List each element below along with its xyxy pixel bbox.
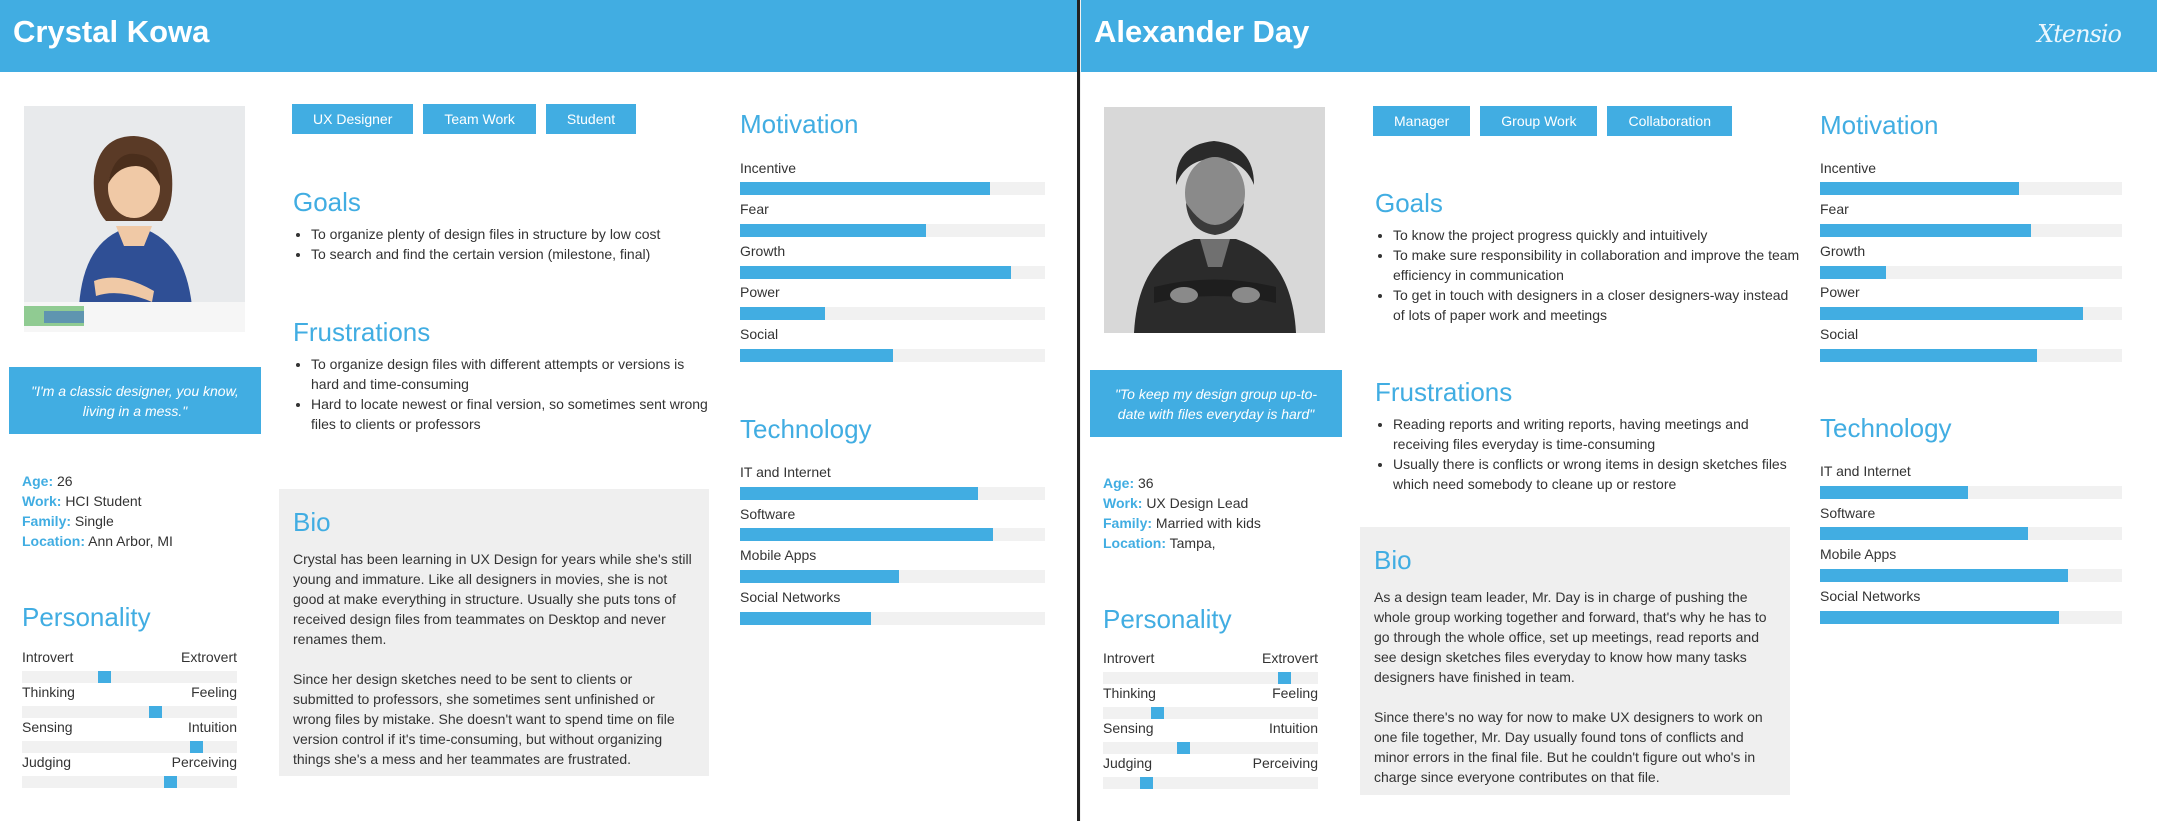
info-age: [22, 471, 173, 491]
trait-left: Judging: [1103, 755, 1153, 771]
bar-label: Incentive: [740, 160, 797, 176]
frustrations-list: [293, 354, 711, 434]
bar-track: [1820, 569, 2122, 582]
bio-text: Crystal has been learning in UX Design for years while she's still young and immature. Like all designers in movies, she is not good at make everything in structure. Usually she puts tons of received design files from teammates on Desktop and never renames them. Since her design sketches need to be sent to clients or submitted to professors, she sometimes sent unfinished or wrong files by mistake. She doesn't want to spend time on file version control if it's time-consuming, but without organizing things she's a mess and her teammates are frustrated.: [293, 551, 692, 767]
goals-list: [1375, 225, 1803, 325]
persona-quote: "I'm a classic designer, you know, living in a mess.": [9, 367, 261, 434]
info-key: Age:: [1103, 475, 1135, 491]
bar-label: Power: [1820, 284, 1860, 300]
bar-fill: [1820, 569, 2068, 582]
tag: Group Work: [1480, 106, 1597, 136]
personality-marker: [190, 741, 203, 753]
bar-label: Social: [740, 326, 779, 342]
bio-panel: [1360, 527, 1790, 795]
trait-left: Introvert: [22, 649, 74, 665]
bar-fill: [1820, 307, 2083, 320]
bio-heading: Bio: [1374, 545, 1412, 575]
tag-list: [1373, 106, 1732, 136]
info-family: [1103, 513, 1261, 533]
bar-fill: [1820, 349, 2037, 362]
bar-label: Incentive: [1820, 160, 1877, 176]
personality-slider: [1103, 707, 1318, 719]
trait-right: Intuition: [187, 719, 237, 735]
motivation-heading: Motivation: [740, 109, 859, 139]
frustration-item: • Usually there is conflicts or wrong items in design sketches files which need somebody to cleane up or restore: [1393, 454, 1803, 494]
info-value: HCI Student: [65, 493, 142, 509]
persona-card: [1081, 0, 2157, 821]
bar-label: IT and Internet: [1820, 463, 1911, 479]
bar-fill: [740, 612, 871, 625]
bar-label: Power: [740, 284, 780, 300]
trait-right: Extrovert: [180, 649, 237, 665]
bar-track: [740, 528, 1045, 541]
trait-left: Judging: [22, 754, 72, 770]
trait-right: Feeling: [191, 684, 237, 700]
bar-track: [740, 307, 1045, 320]
persona-info: [1103, 473, 1261, 553]
bar-fill: [740, 182, 990, 195]
bar-label: Mobile Apps: [1820, 546, 1897, 562]
tag: Collaboration: [1607, 106, 1732, 136]
bar-track: [740, 266, 1045, 279]
info-value: Single: [74, 513, 114, 529]
persona-photo: [1104, 107, 1325, 333]
frustration-item: • To organize design files with different attempts or versions is hard and time-consuming: [311, 354, 711, 394]
trait-right: Perceiving: [171, 754, 237, 770]
persona-quote: "To keep my design group up-to-date with files everyday is hard": [1090, 370, 1342, 437]
bar-track: [1820, 182, 2122, 195]
trait-left: Introvert: [1103, 650, 1155, 666]
tag: Manager: [1373, 106, 1470, 136]
goal-item: • To get in touch with designers in a closer designers-way instead of lots of paper work and meetings: [1393, 285, 1803, 325]
trait-left: Sensing: [1103, 720, 1154, 736]
bar-label: IT and Internet: [740, 464, 831, 480]
goals-heading: Goals: [293, 187, 361, 217]
bar-fill: [1820, 224, 2031, 237]
trait-right: Perceiving: [1252, 755, 1318, 771]
persona-name: Crystal Kowa: [13, 14, 210, 49]
info-value: Tampa,: [1169, 535, 1216, 551]
personality-marker: [98, 671, 111, 683]
bar-track: [740, 349, 1045, 362]
info-key: Location:: [22, 533, 85, 549]
info-location: [1103, 533, 1261, 553]
frustration-item: • Reading reports and writing reports, having meetings and receiving files everyday is time-consuming: [1393, 414, 1803, 454]
frustration-item: • Hard to locate newest or final version, so sometimes sent wrong files to clients or professors: [311, 394, 711, 434]
bar-fill: [740, 266, 1011, 279]
tag: Team Work: [423, 104, 536, 134]
info-work: [22, 491, 173, 511]
personality-marker: [1177, 742, 1190, 754]
bar-fill: [740, 528, 993, 541]
brand-logo: Xtensio: [2037, 20, 2121, 48]
info-key: Work:: [1103, 495, 1143, 511]
trait-right: Intuition: [1268, 720, 1318, 736]
personality-slider: [1103, 777, 1318, 789]
bar-label: Growth: [740, 243, 786, 259]
persona-header: [0, 0, 1077, 72]
info-key: Location:: [1103, 535, 1166, 551]
personality-marker: [149, 706, 162, 718]
bar-track: [1820, 349, 2122, 362]
bar-track: [1820, 266, 2122, 279]
personality-marker: [164, 776, 177, 788]
bio-text: As a design team leader, Mr. Day is in charge of pushing the whole group working together and forward, that's why he has to go through the whole office, set up meetings, read reports and see design sketches files everyday to know how many tasks designers have finished in team. Since there's no way for now to make UX designers to work on one file together, Mr. Day usually found tons of conflicts and minor errors in the final file. But he couldn't figure out who's in charge since everyone contributes on that file.: [1374, 589, 1767, 785]
persona-photo: [24, 106, 245, 332]
personality-slider: [22, 706, 237, 718]
info-location: [22, 531, 173, 551]
goal-item: • To make sure responsibility in collaboration and improve the team efficiency in communication: [1393, 245, 1803, 285]
bar-track: [740, 487, 1045, 500]
bar-label: Social Networks: [1820, 588, 1921, 604]
trait-right: Feeling: [1272, 685, 1318, 701]
technology-heading: Technology: [1820, 413, 1952, 443]
persona-header: [1081, 0, 2157, 72]
goal-item: • To organize plenty of design files in structure by low cost: [311, 224, 711, 244]
info-value: Ann Arbor, MI: [88, 533, 173, 549]
bar-track: [740, 182, 1045, 195]
bar-fill: [740, 487, 978, 500]
bar-track: [740, 570, 1045, 583]
motivation-heading: Motivation: [1820, 110, 1939, 140]
info-value: 36: [1138, 475, 1154, 491]
personality-slider: [22, 776, 237, 788]
personality-marker: [1151, 707, 1164, 719]
bar-label: Social Networks: [740, 589, 841, 605]
personality-heading: Personality: [22, 602, 151, 632]
trait-left: Sensing: [22, 719, 73, 735]
info-key: Age:: [22, 473, 54, 489]
bar-label: Fear: [740, 201, 769, 217]
technology-heading: Technology: [740, 414, 872, 444]
bar-fill: [740, 224, 926, 237]
bar-fill: [740, 349, 893, 362]
bio-panel: [279, 489, 709, 776]
bar-track: [1820, 527, 2122, 540]
persona-info: [22, 471, 173, 551]
personality-slider: [1103, 742, 1318, 754]
bar-fill: [1820, 611, 2059, 624]
goal-item: • To search and find the certain version (milestone, final): [311, 244, 711, 264]
info-work: [1103, 493, 1261, 513]
bar-fill: [1820, 527, 2028, 540]
bar-fill: [1820, 486, 1968, 499]
bar-label: Fear: [1820, 201, 1849, 217]
bar-track: [1820, 611, 2122, 624]
bar-track: [1820, 486, 2122, 499]
bar-track: [740, 612, 1045, 625]
tag-list: [292, 104, 636, 134]
goal-item: • To know the project progress quickly and intuitively: [1393, 225, 1803, 245]
tag: UX Designer: [292, 104, 413, 134]
info-value: 26: [57, 473, 73, 489]
info-value: UX Design Lead: [1146, 495, 1249, 511]
bar-label: Mobile Apps: [740, 547, 817, 563]
info-key: Work:: [22, 493, 62, 509]
bar-label: Software: [1820, 505, 1876, 521]
frustrations-heading: Frustrations: [293, 317, 431, 347]
info-value: Married with kids: [1155, 515, 1261, 531]
bio-heading: Bio: [293, 507, 331, 537]
personality-heading: Personality: [1103, 604, 1232, 634]
personality-marker: [1278, 672, 1291, 684]
bar-fill: [740, 307, 825, 320]
bar-track: [740, 224, 1045, 237]
bar-fill: [740, 570, 899, 583]
bar-label: Software: [740, 506, 796, 522]
trait-left: Thinking: [22, 684, 75, 700]
goals-heading: Goals: [1375, 188, 1443, 218]
trait-left: Thinking: [1103, 685, 1156, 701]
info-key: Family:: [22, 513, 72, 529]
tag: Student: [546, 104, 636, 134]
info-age: [1103, 473, 1261, 493]
bar-label: Social: [1820, 326, 1859, 342]
personality-slider: [22, 671, 237, 683]
personality-slider: [22, 741, 237, 753]
trait-right: Extrovert: [1261, 650, 1318, 666]
info-key: Family:: [1103, 515, 1153, 531]
personality-marker: [1140, 777, 1153, 789]
goals-list: [293, 224, 711, 264]
bar-label: Growth: [1820, 243, 1866, 259]
bar-track: [1820, 224, 2122, 237]
bar-fill: [1820, 182, 2019, 195]
personality-slider: [1103, 672, 1318, 684]
frustrations-list: [1375, 414, 1803, 494]
persona-name: Alexander Day: [1094, 14, 1310, 49]
bar-fill: [1820, 266, 1886, 279]
bar-track: [1820, 307, 2122, 320]
frustrations-heading: Frustrations: [1375, 377, 1513, 407]
info-family: [22, 511, 173, 531]
